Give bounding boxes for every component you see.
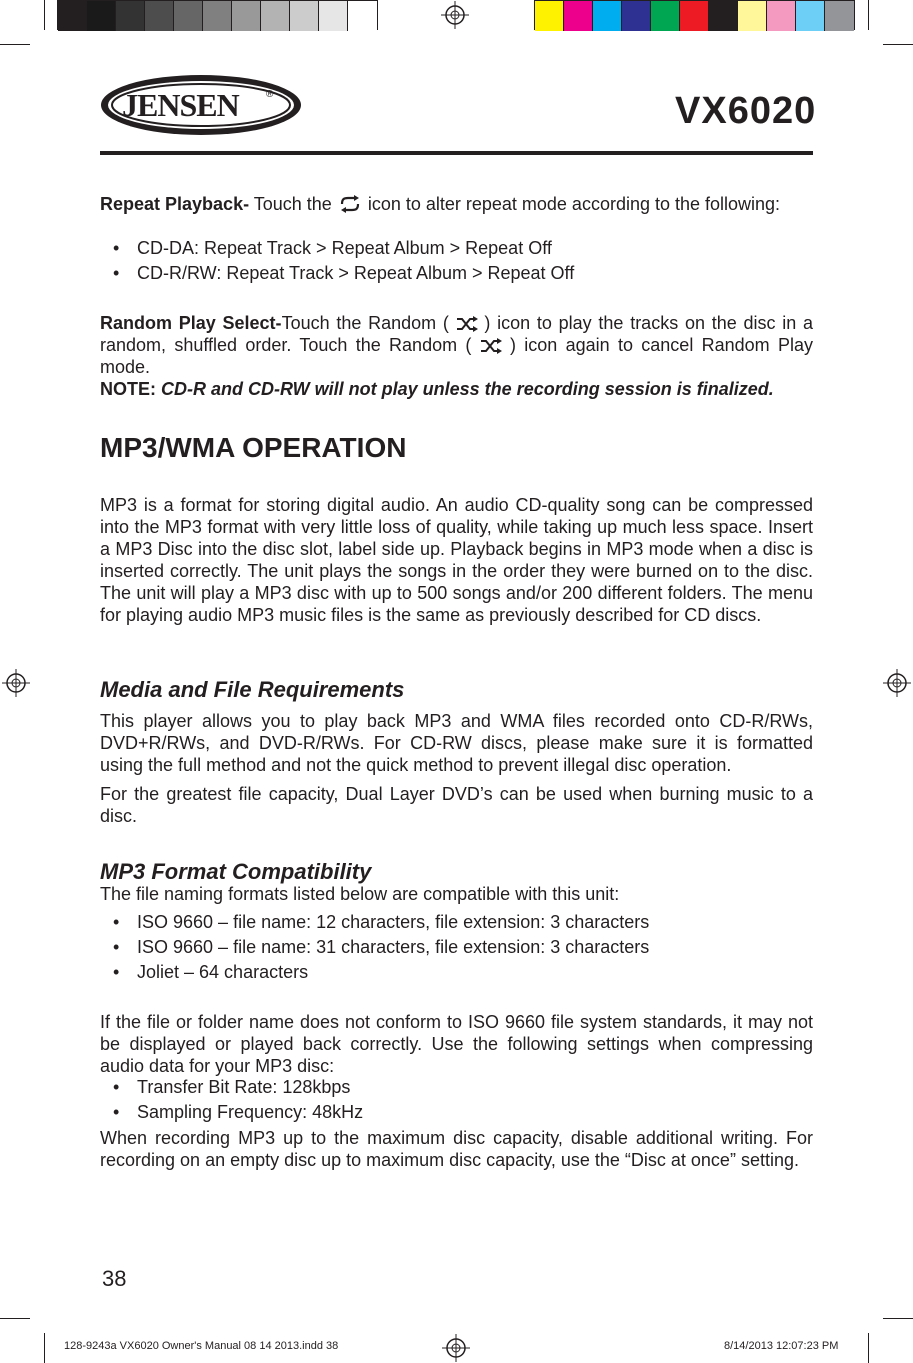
- mp3-intro-paragraph: MP3 is a format for storing digital audio. An audio CD-quality song can be compressed into the MP3 format with very little loss of quality, while taking up much less space. Insert a MP3 Disc into the disc slot, label side up. Playback begins in MP3 mode when a disc is inserted correctly. The unit plays the songs in the order they were burned on to the disc. The unit will play a MP3 disc with up to 500 songs and/or 200 different folders. The menu for playing audio MP3 music files is the same as previously described for CD discs.: [100, 495, 813, 625]
- repeat-playback-paragraph: [100, 193, 813, 215]
- repeat-text-before: Touch the: [249, 194, 337, 214]
- header-rule: [100, 151, 813, 155]
- random-play-paragraph: [100, 312, 813, 378]
- color-swatch: [203, 1, 232, 31]
- crop-mark: [0, 44, 30, 45]
- list-item: • Sampling Frequency: 48kHz: [113, 1100, 813, 1125]
- color-calibration-bar: [534, 0, 855, 30]
- note-paragraph: [100, 378, 813, 400]
- crop-mark: [0, 1318, 30, 1319]
- shuffle-icon: [456, 316, 478, 332]
- registration-mark-icon: [441, 1, 469, 29]
- list-item: • ISO 9660 – file name: 31 characters, file extension: 3 characters: [113, 935, 813, 960]
- color-swatch: [651, 1, 680, 31]
- color-swatch: [680, 1, 709, 31]
- crop-mark: [44, 0, 45, 30]
- list-item: • Joliet – 64 characters: [113, 960, 813, 985]
- color-swatch: [145, 1, 174, 31]
- color-swatch: [319, 1, 348, 31]
- crop-mark: [44, 1333, 45, 1363]
- registration-mark-icon: [442, 1334, 470, 1362]
- crop-mark: [883, 44, 913, 45]
- format-list: [113, 910, 813, 985]
- crop-mark: [868, 0, 869, 30]
- note-text: CD-R and CD-RW will not play unless the recording session is finalized.: [161, 379, 774, 399]
- file-slug: 128-9243a VX6020 Owner's Manual 08 14 2013.indd 38: [64, 1340, 339, 1352]
- color-swatch: [174, 1, 203, 31]
- color-swatch: [58, 1, 87, 31]
- color-swatch: [593, 1, 622, 31]
- media-paragraph-2: For the greatest file capacity, Dual Layer DVD’s can be used when burning music to a disc.: [100, 784, 813, 826]
- repeat-text-after: icon to alter repeat mode according to the following:: [362, 194, 781, 214]
- grayscale-calibration-bar: [57, 0, 378, 30]
- list-item: • CD-DA: Repeat Track > Repeat Album > Repeat Off: [113, 236, 813, 261]
- logo-wordmark: JENSEN: [122, 87, 239, 123]
- color-swatch: [290, 1, 319, 31]
- repeat-mode-list: [113, 236, 813, 286]
- color-swatch: [825, 1, 854, 31]
- iso-standard-paragraph: If the file or folder name does not conform to ISO 9660 file system standards, it may not be displayed or played back correctly. Use the following settings when compressing audio data for your MP3 disc:: [100, 1012, 813, 1076]
- color-swatch: [564, 1, 593, 31]
- list-item: • Transfer Bit Rate: 128kbps: [113, 1075, 813, 1100]
- color-swatch: [87, 1, 116, 31]
- closing-paragraph: When recording MP3 up to the maximum disc capacity, disable additional writing. For recording on an empty disc up to maximum disc capacity, use the “Disc at once” setting.: [100, 1128, 813, 1170]
- color-swatch: [261, 1, 290, 31]
- registration-mark-icon: [883, 669, 911, 697]
- random-text-3: ) icon again to cancel Random Play mode.: [100, 335, 813, 377]
- jensen-logo: [100, 74, 302, 136]
- color-swatch: [796, 1, 825, 31]
- registered-mark: ®: [266, 89, 274, 100]
- random-play-label: Random Play Select-: [100, 313, 282, 333]
- list-item: • CD-R/RW: Repeat Track > Repeat Album > Repeat Off: [113, 261, 813, 286]
- section-title-media-requirements: Media and File Requirements: [100, 677, 405, 702]
- media-paragraph-1: This player allows you to play back MP3 and WMA files recorded onto CD-R/RWs, DVD+R/RWs, and DVD-R/RWs. For CD-RW discs, please make sure it is formatted using the full method and not the quick method to prevent illegal disc operation.: [100, 711, 813, 775]
- random-text-2: ) icon to play the tracks on the disc in a random, shuffled order. Touch the Random (: [100, 313, 814, 355]
- list-item: • ISO 9660 – file name: 12 characters, file extension: 3 characters: [113, 910, 813, 935]
- color-swatch: [232, 1, 261, 31]
- color-swatch: [535, 1, 564, 31]
- page-number: 38: [102, 1266, 127, 1291]
- color-swatch: [116, 1, 145, 31]
- crop-mark: [868, 1333, 869, 1363]
- shuffle-icon: [480, 338, 502, 354]
- color-swatch: [738, 1, 767, 31]
- color-swatch: [709, 1, 738, 31]
- repeat-icon: [337, 195, 363, 213]
- note-label: NOTE:: [100, 379, 161, 399]
- timestamp-slug: 8/14/2013 12:07:23 PM: [724, 1340, 839, 1352]
- registration-mark-icon: [2, 669, 30, 697]
- model-number: VX6020: [675, 90, 817, 132]
- settings-list: [113, 1075, 813, 1125]
- repeat-playback-label: Repeat Playback-: [100, 194, 250, 214]
- random-text-1: Touch the Random (: [281, 313, 456, 333]
- section-title-format-compatibility: MP3 Format Compatibility: [100, 859, 372, 884]
- section-title-mp3-wma: MP3/WMA OPERATION: [100, 432, 407, 463]
- crop-mark: [883, 1318, 913, 1319]
- color-swatch: [348, 1, 377, 31]
- color-swatch: [767, 1, 796, 31]
- color-swatch: [622, 1, 651, 31]
- format-intro: The file naming formats listed below are compatible with this unit:: [100, 884, 620, 904]
